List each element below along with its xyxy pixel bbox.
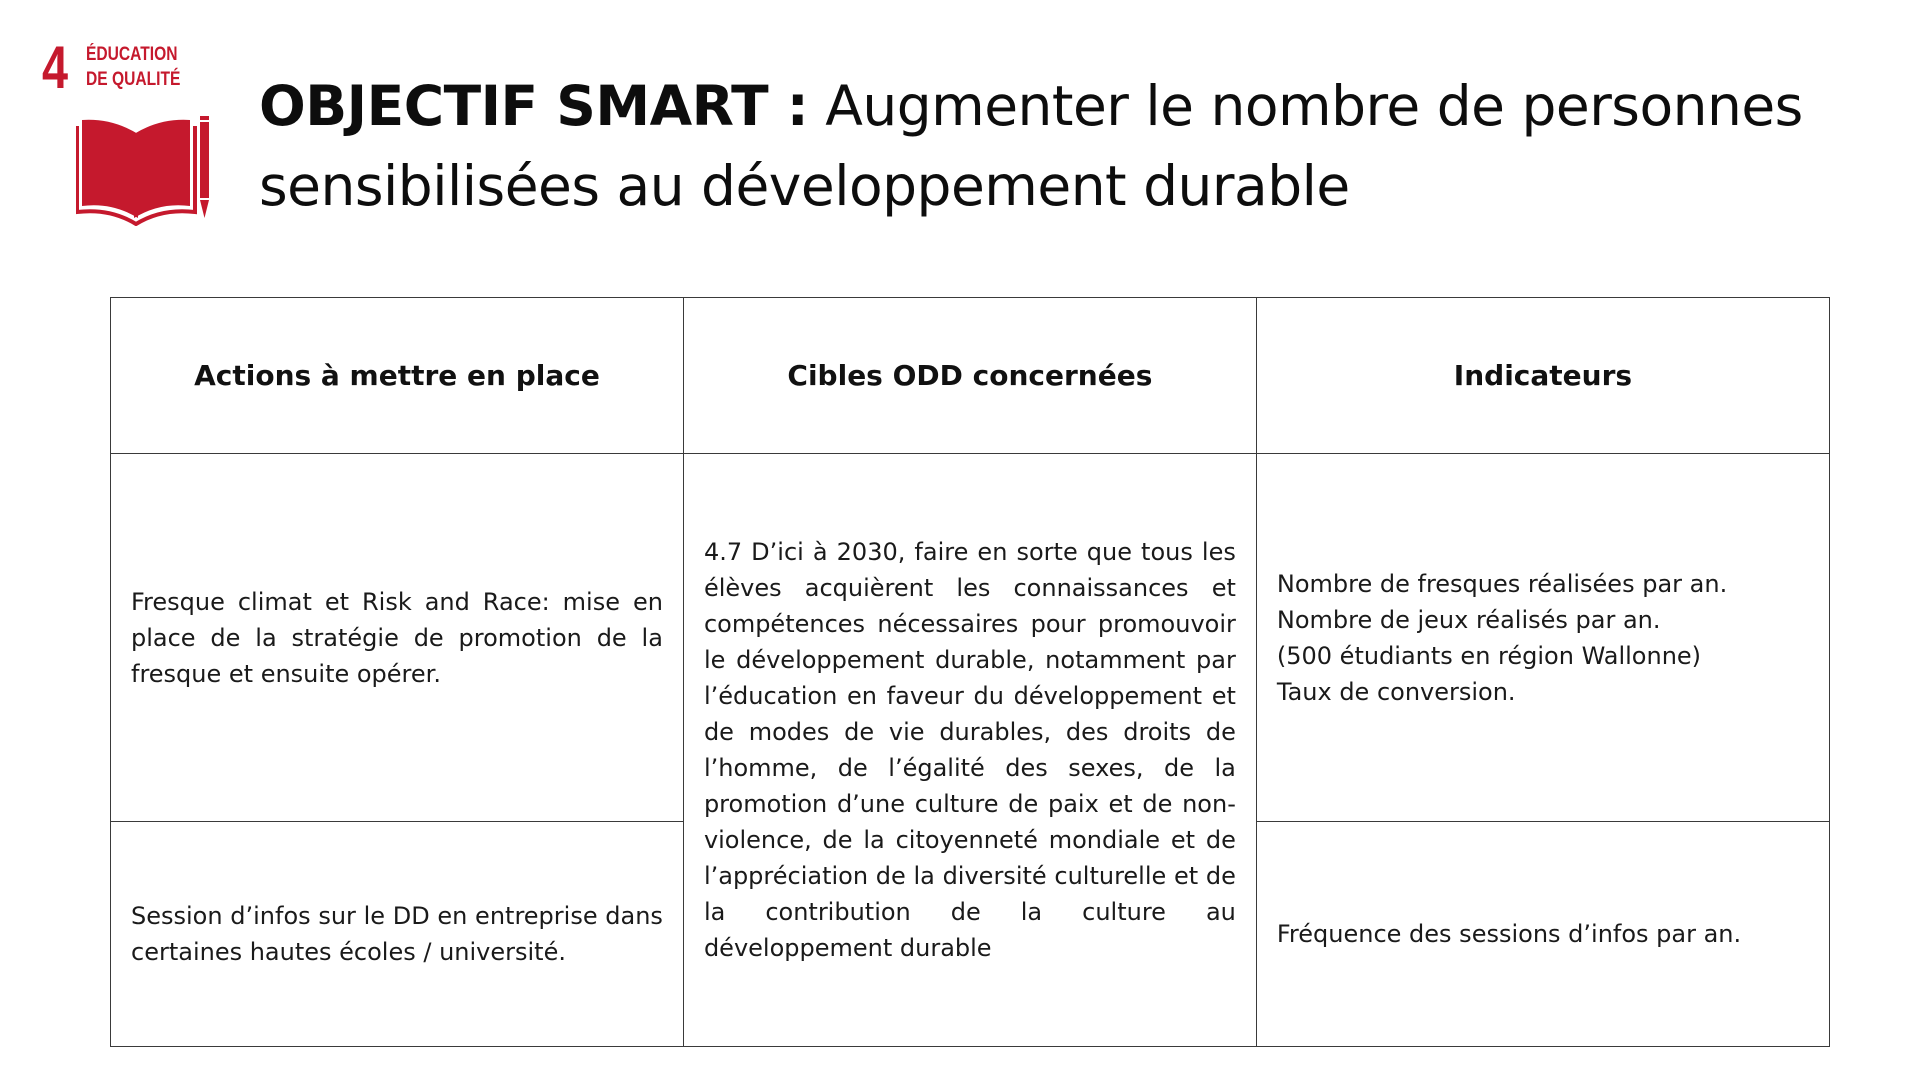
page-title [259,66,1879,226]
sdg-label-line1: ÉDUCATION [86,44,178,65]
indicator-line: (500 étudiants en région Wallonne) [1276,641,1702,670]
title-text: Augmenter le nombre de personnes sensibilisées au développement durable [259,74,1803,218]
sdg-label-line2: DE QUALITÉ [86,69,181,90]
sdg-badge [40,34,220,228]
indicator-line: Taux de conversion. [1276,677,1516,706]
indicator-line: Fréquence des sessions d’infos par an. [1276,920,1742,948]
header-actions: Actions à mettre en place [111,298,684,454]
smart-objective-table [110,297,1830,1047]
action-cell: Fresque climat et Risk and Race: mise en place de la stratégie de promotion de la fresque et ensuite opérer. [111,454,684,822]
table-row [111,454,1830,822]
indicator-line: Nombre de fresques réalisées par an. [1276,569,1728,598]
open-book-pencil-icon [76,114,212,226]
header-targets: Cibles ODD concernées [683,298,1256,454]
table-header-row [111,298,1830,454]
indicator-cell [1256,822,1829,1047]
header-indicators: Indicateurs [1256,298,1829,454]
target-cell: 4.7 D’ici à 2030, faire en sorte que tous les élèves acquièrent les connaissances et compétences nécessaires pour promouvoir le développement durable, notamment par l’éducation en faveur du développement et de modes de vie durables, des droits de l’homme, de l’égalité des sexes, de la promotion d’une culture de paix et de non-violence, de la citoyenneté mondiale et de l’appréciation de la diversité culturelle et de la contribution de la culture au développement durable [683,454,1256,1047]
sdg-number: 4 [42,34,69,101]
sdg-label [86,42,180,92]
action-cell: Session d’infos sur le DD en entreprise dans certaines hautes écoles / université. [111,822,684,1047]
indicator-line: Nombre de jeux réalisés par an. [1276,605,1661,634]
title-strong: OBJECTIF SMART : [259,74,809,138]
indicator-cell [1256,454,1829,822]
